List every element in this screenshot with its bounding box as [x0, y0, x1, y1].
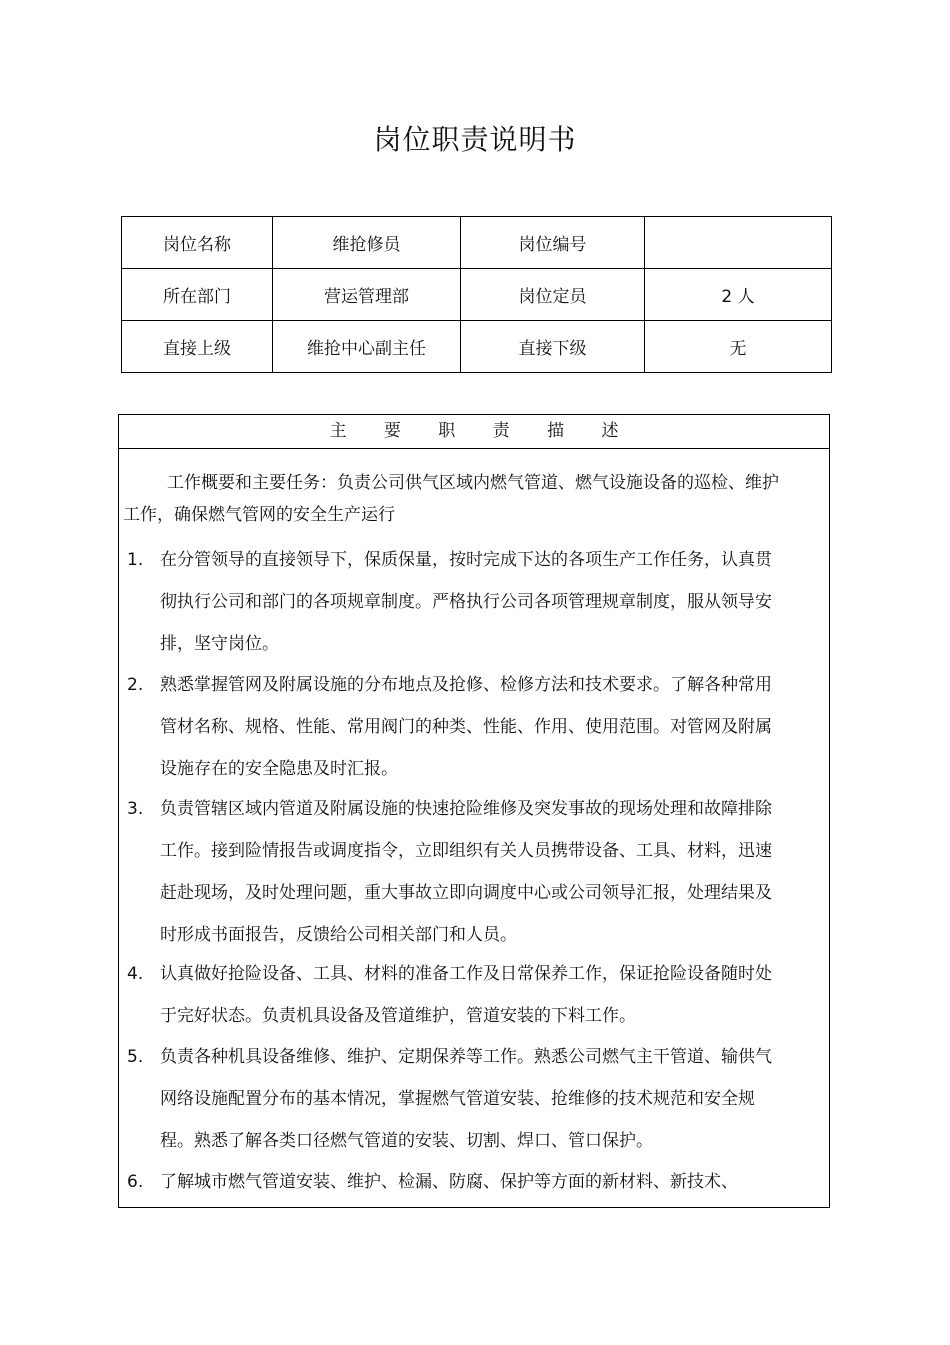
table-row [122, 269, 832, 321]
list-item [127, 539, 775, 665]
item-number: 6. [127, 1172, 144, 1192]
duties-intro: 工作概要和主要任务：负责公司供气区域内燃气管道、燃气设施设备的巡检、维护工作，确保燃气管网的安全生产运行 [123, 473, 779, 525]
duties-header: 主 要 职 责 描 述 [119, 415, 829, 449]
table-cell [645, 217, 832, 269]
table-cell: 所在部门 [122, 269, 273, 321]
item-text: 负责各种机具设备维修、维护、定期保养等工作。熟悉公司燃气主干管道、输供气网络设施配置分布的基本情况，掌握燃气管道安装、抢维修的技术规范和安全规程。熟悉了解各类口径燃气管道的安装、切割、焊口、管口保护。 [160, 1047, 772, 1151]
table-cell: 岗位名称 [122, 217, 273, 269]
page-title: 岗位职责说明书 [373, 123, 577, 156]
job-info-table [121, 216, 832, 373]
table-cell: 直接上级 [122, 321, 273, 373]
item-number: 2. [127, 675, 144, 695]
table-cell: 直接下级 [461, 321, 645, 373]
table-cell: 营运管理部 [273, 269, 461, 321]
item-text: 负责管辖区域内管道及附属设施的快速抢险维修及突发事故的现场处理和故障排除工作。接到险情报告或调度指令，立即组织有关人员携带设备、工具、材料，迅速赶赴现场，及时处理问题，重大事故立即向调度中心或公司领导汇报，处理结果及时形成书面报告，反馈给公司相关部门和人员。 [160, 799, 772, 945]
item-text: 在分管领导的直接领导下，保质保量，按时完成下达的各项生产工作任务，认真贯彻执行公司和部门的各项规章制度。严格执行公司各项管理规章制度，服从领导安排，坚守岗位。 [160, 550, 772, 654]
table-row [122, 217, 832, 269]
list-item [127, 788, 775, 956]
item-text: 熟悉掌握管网及附属设施的分布地点及抢修、检修方法和技术要求。了解各种常用管材名称、规格、性能、常用阀门的种类、性能、作用、使用范围。对管网及附属设施存在的安全隐患及时汇报。 [160, 675, 772, 779]
item-text: 了解城市燃气管道安装、维护、检漏、防腐、保护等方面的新材料、新技术、 [160, 1172, 738, 1192]
item-number: 1. [127, 550, 144, 570]
table-cell: 岗位定员 [461, 269, 645, 321]
table-cell: 岗位编号 [461, 217, 645, 269]
list-item [127, 953, 775, 1037]
item-number: 5. [127, 1047, 144, 1067]
list-item [127, 1036, 775, 1162]
table-cell: 维抢修员 [273, 217, 461, 269]
list-item [127, 1161, 775, 1203]
item-number: 4. [127, 964, 144, 984]
item-number: 3. [127, 799, 144, 819]
table-row [122, 321, 832, 373]
table-cell: 2 人 [645, 269, 832, 321]
table-cell: 无 [645, 321, 832, 373]
duties-section [118, 414, 830, 1208]
table-cell: 维抢中心副主任 [273, 321, 461, 373]
list-item [127, 664, 775, 790]
item-text: 认真做好抢险设备、工具、材料的准备工作及日常保养工作，保证抢险设备随时处于完好状态。负责机具设备及管道维护，管道安装的下料工作。 [160, 964, 772, 1026]
